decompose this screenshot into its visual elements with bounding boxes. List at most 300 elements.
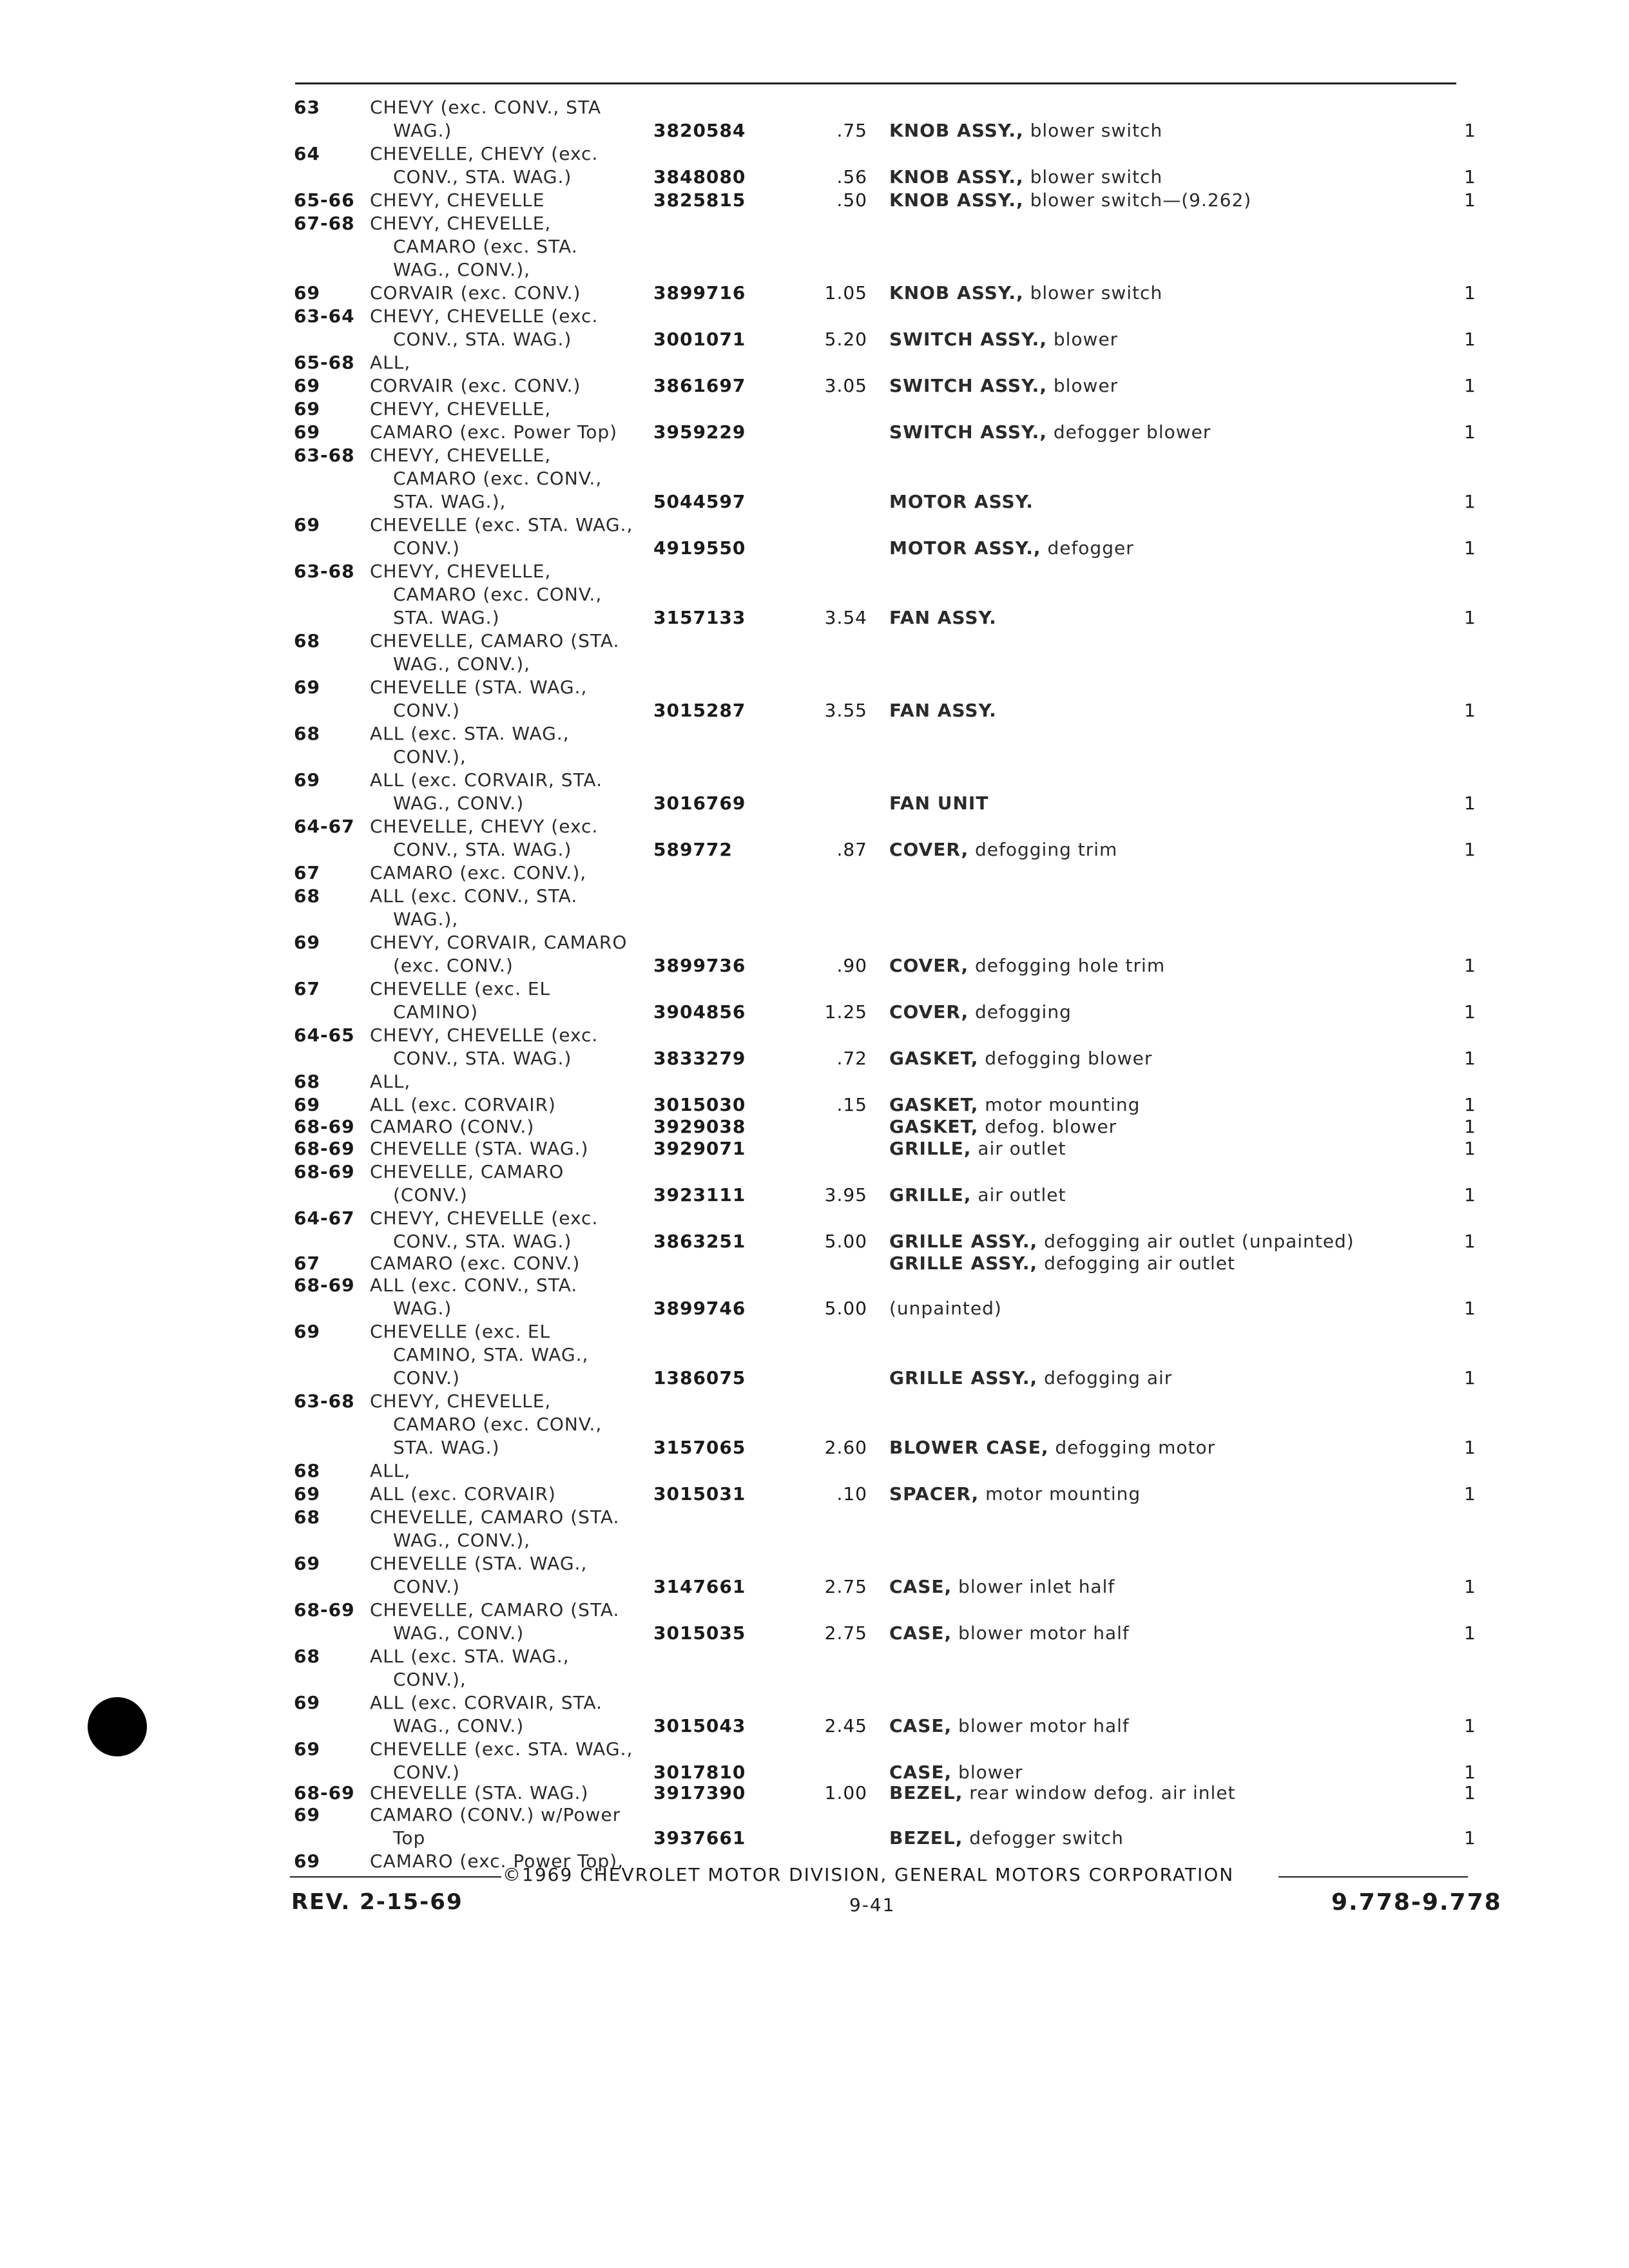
list-price: .75 — [836, 120, 867, 141]
model-year: 68-69 — [294, 1161, 355, 1182]
part-detail: air outlet — [971, 1138, 1066, 1159]
application-text: STA. WAG.) — [393, 1437, 500, 1458]
part-detail: (unpainted) — [889, 1298, 1002, 1319]
model-year: 67 — [294, 978, 320, 999]
part-detail: defogging hole trim — [969, 955, 1166, 976]
part-number: 589772 — [653, 839, 733, 860]
application-text: STA. WAG.), — [393, 491, 506, 512]
part-description — [889, 282, 1162, 304]
application-text: CONV., STA. WAG.) — [393, 839, 572, 860]
part-number: 3825815 — [653, 189, 746, 211]
revision-date: REV. 2-15-69 — [291, 1889, 463, 1915]
part-detail: blower inlet half — [952, 1576, 1115, 1597]
quantity: 1 — [1464, 1367, 1476, 1389]
part-description — [889, 1483, 1141, 1505]
part-number: 3861697 — [653, 375, 746, 396]
part-name: CASE, — [889, 1622, 952, 1644]
part-number: 3017810 — [653, 1762, 746, 1783]
quantity: 1 — [1464, 120, 1476, 141]
application-text: CHEVY, CHEVELLE — [370, 189, 545, 211]
model-year: 69 — [294, 1321, 320, 1342]
application-text: ALL (exc. CONV., STA. — [370, 885, 578, 907]
model-year: 67-68 — [294, 213, 355, 234]
model-year: 68-69 — [294, 1782, 355, 1803]
list-price: 5.00 — [824, 1298, 867, 1319]
part-name: CASE, — [889, 1576, 952, 1597]
part-description — [889, 1715, 1130, 1737]
application-text: CHEVY (exc. CONV., STA — [370, 97, 602, 118]
part-description — [889, 166, 1162, 188]
model-year: 68 — [294, 630, 320, 651]
application-text: CHEVELLE (exc. STA. WAG., — [370, 1738, 633, 1760]
part-number: 3937661 — [653, 1827, 746, 1849]
list-price: 5.20 — [824, 329, 867, 350]
part-description — [889, 793, 988, 814]
part-number: 3015031 — [653, 1483, 746, 1504]
quantity: 1 — [1464, 1298, 1476, 1319]
application-text: CAMARO (exc. CONV.) — [370, 1253, 581, 1274]
part-detail: blower switch—(9.262) — [1023, 189, 1252, 211]
part-detail: blower motor half — [952, 1715, 1130, 1736]
application-text: CONV.) — [393, 1762, 460, 1783]
quantity: 1 — [1464, 955, 1476, 976]
quantity: 1 — [1464, 375, 1476, 396]
application-text: CAMINO, STA. WAG., — [393, 1344, 589, 1365]
part-name: CASE, — [889, 1762, 952, 1783]
part-number: 3820584 — [653, 120, 746, 141]
part-description — [889, 120, 1162, 142]
application-text: ALL, — [370, 1460, 411, 1481]
application-text: CONV.) — [393, 537, 460, 559]
application-text: WAG., CONV.) — [393, 1715, 525, 1736]
model-year: 69 — [294, 769, 320, 791]
list-price: 2.75 — [824, 1622, 867, 1644]
application-text: WAG., CONV.) — [393, 1622, 525, 1644]
footer-rule-left — [290, 1876, 501, 1878]
model-year: 64 — [294, 143, 320, 164]
application-text: CAMARO (exc. CONV.), — [370, 862, 587, 883]
part-description — [889, 1138, 1066, 1160]
part-number: 3015030 — [653, 1094, 746, 1115]
quantity: 1 — [1464, 282, 1476, 303]
part-description — [889, 189, 1251, 211]
model-year: 65-68 — [294, 352, 355, 373]
part-name: MOTOR ASSY. — [889, 491, 1034, 512]
part-detail: defogger switch — [963, 1827, 1124, 1849]
quantity: 1 — [1464, 1437, 1476, 1458]
quantity: 1 — [1464, 1782, 1476, 1803]
binder-hole — [88, 1697, 147, 1756]
section-number: 9.778-9.778 — [1331, 1889, 1502, 1916]
model-year: 63-68 — [294, 1390, 355, 1412]
list-price: .90 — [836, 955, 867, 976]
part-detail: blower — [1046, 375, 1119, 396]
quantity: 1 — [1464, 700, 1476, 721]
part-description — [889, 375, 1118, 397]
model-year: 63-64 — [294, 305, 355, 327]
part-detail: defogger blower — [1046, 421, 1211, 443]
application-text: ALL (exc. CORVAIR, STA. — [370, 1692, 602, 1713]
list-price: 3.54 — [824, 607, 867, 628]
part-detail: blower — [952, 1762, 1023, 1783]
part-description — [889, 421, 1211, 443]
application-text: CHEVELLE, CHEVY (exc. — [370, 143, 599, 164]
application-text: CAMARO (exc. CONV., — [393, 468, 602, 489]
model-year: 69 — [294, 1553, 320, 1574]
list-price: 2.60 — [824, 1437, 867, 1458]
part-detail: blower switch — [1023, 120, 1163, 141]
part-name: GRILLE, — [889, 1138, 972, 1159]
part-detail: defogging air outlet — [1037, 1253, 1236, 1274]
application-text: CAMARO (exc. Power Top), — [370, 1850, 624, 1872]
part-detail: rear window defog. air inlet — [963, 1782, 1236, 1803]
list-price: .10 — [836, 1483, 867, 1504]
model-year: 67 — [294, 1253, 320, 1274]
model-year: 64-67 — [294, 816, 355, 837]
part-name: COVER, — [889, 1001, 969, 1023]
part-detail: defogging air outlet (unpainted) — [1037, 1231, 1354, 1252]
model-year: 64-67 — [294, 1207, 355, 1229]
part-description — [889, 491, 1034, 513]
part-name: SWITCH ASSY., — [889, 421, 1047, 443]
part-detail: defogging motor — [1048, 1437, 1216, 1458]
list-price: 1.25 — [824, 1001, 867, 1023]
quantity: 1 — [1464, 1762, 1476, 1783]
quantity: 1 — [1464, 1048, 1476, 1069]
application-text: ALL (exc. STA. WAG., — [370, 1646, 570, 1667]
part-number: 3147661 — [653, 1576, 746, 1597]
part-name: FAN ASSY. — [889, 700, 997, 721]
quantity: 1 — [1464, 839, 1476, 860]
part-description — [889, 1253, 1235, 1274]
part-number: 1386075 — [653, 1367, 746, 1389]
part-detail: blower switch — [1023, 282, 1163, 303]
part-name: GASKET, — [889, 1048, 979, 1069]
part-number: 3015035 — [653, 1622, 746, 1644]
part-description — [889, 537, 1134, 559]
application-text: CHEVY, CHEVELLE, — [370, 398, 552, 419]
model-year: 68 — [294, 1460, 320, 1481]
application-text: WAG.) — [393, 120, 452, 141]
application-text: CAMINO) — [393, 1001, 479, 1023]
part-description — [889, 1437, 1215, 1459]
part-name: SPACER, — [889, 1483, 979, 1504]
list-price: .56 — [836, 166, 867, 187]
model-year: 68-69 — [294, 1116, 355, 1137]
part-name: FAN ASSY. — [889, 607, 997, 628]
copyright-notice: ©1969 CHEVROLET MOTOR DIVISION, GENERAL MOTORS CORPORATION — [503, 1864, 1235, 1885]
part-number: 3016769 — [653, 793, 746, 814]
application-text: ALL (exc. STA. WAG., — [370, 723, 570, 744]
part-description — [889, 1048, 1152, 1070]
model-year: 64-65 — [294, 1024, 355, 1046]
application-text: CAMARO (CONV.) — [370, 1116, 535, 1137]
part-name: GASKET, — [889, 1116, 979, 1137]
part-description — [889, 1184, 1066, 1206]
model-year: 69 — [294, 1738, 320, 1760]
application-text: WAG., CONV.), — [393, 1530, 531, 1551]
part-description — [889, 329, 1118, 351]
part-detail: blower motor half — [952, 1622, 1130, 1644]
model-year: 68 — [294, 723, 320, 744]
part-detail: motor mounting — [978, 1094, 1141, 1115]
part-detail: blower switch — [1023, 166, 1163, 187]
part-description — [889, 1827, 1124, 1849]
quantity: 1 — [1464, 329, 1476, 350]
footer-rule-right — [1278, 1876, 1468, 1878]
model-year: 69 — [294, 1804, 320, 1825]
part-number: 3833279 — [653, 1048, 746, 1069]
application-text: (CONV.) — [393, 1184, 468, 1206]
part-name: BEZEL, — [889, 1827, 963, 1849]
part-number: 3959229 — [653, 421, 746, 443]
model-year: 63-68 — [294, 561, 355, 582]
application-text: CHEVELLE (exc. EL — [370, 978, 551, 999]
application-text: CONV.) — [393, 700, 460, 721]
list-price: 1.00 — [824, 1782, 867, 1803]
part-name: GRILLE, — [889, 1184, 972, 1206]
model-year: 67 — [294, 862, 320, 883]
application-text: ALL, — [370, 1071, 411, 1092]
model-year: 69 — [294, 421, 320, 443]
part-number: 3899736 — [653, 955, 746, 976]
quantity: 1 — [1464, 1138, 1476, 1159]
part-name: GRILLE ASSY., — [889, 1253, 1038, 1274]
part-number: 3157133 — [653, 607, 746, 628]
part-name: KNOB ASSY., — [889, 120, 1024, 141]
part-description — [889, 700, 997, 722]
part-number: 5044597 — [653, 491, 746, 512]
model-year: 69 — [294, 398, 320, 419]
part-name: FAN UNIT — [889, 793, 989, 814]
application-text: CHEVY, CORVAIR, CAMARO — [370, 932, 628, 953]
application-text: CONV.) — [393, 1576, 460, 1597]
application-text: CHEVELLE (STA. WAG.) — [370, 1782, 589, 1803]
quantity: 1 — [1464, 421, 1476, 443]
application-text: CHEVELLE (STA. WAG., — [370, 1553, 588, 1574]
part-detail: defogging — [969, 1001, 1072, 1023]
application-text: (exc. CONV.) — [393, 955, 514, 976]
application-text: CONV.), — [393, 1669, 467, 1690]
application-text: Top — [393, 1827, 426, 1849]
part-description — [889, 1762, 1023, 1783]
application-text: CAMARO (CONV.) w/Power — [370, 1804, 621, 1825]
part-detail: blower — [1046, 329, 1119, 350]
application-text: ALL (exc. CORVAIR) — [370, 1483, 556, 1504]
part-description — [889, 1001, 1072, 1023]
model-year: 69 — [294, 1483, 320, 1504]
quantity: 1 — [1464, 793, 1476, 814]
application-text: CONV., STA. WAG.) — [393, 166, 572, 187]
application-text: CORVAIR (exc. CONV.) — [370, 282, 581, 303]
application-text: CHEVY, CHEVELLE, — [370, 445, 552, 466]
quantity: 1 — [1464, 189, 1476, 211]
model-year: 68 — [294, 885, 320, 907]
part-description — [889, 1367, 1172, 1389]
quantity: 1 — [1464, 1184, 1476, 1206]
application-text: CONV., STA. WAG.) — [393, 329, 572, 350]
quantity: 1 — [1464, 1231, 1476, 1252]
application-text: CHEVY, CHEVELLE, — [370, 213, 552, 234]
model-year: 69 — [294, 514, 320, 535]
application-text: CAMARO (exc. CONV., — [393, 584, 602, 605]
part-number: 3899716 — [653, 282, 746, 303]
quantity: 1 — [1464, 537, 1476, 559]
model-year: 65-66 — [294, 189, 355, 211]
part-number: 3015043 — [653, 1715, 746, 1736]
part-description — [889, 1622, 1130, 1644]
application-text: WAG.) — [393, 1298, 452, 1319]
application-text: CHEVY, CHEVELLE, — [370, 1390, 552, 1412]
application-text: CHEVELLE (exc. STA. WAG., — [370, 514, 633, 535]
part-description — [889, 607, 997, 629]
part-number: 3904856 — [653, 1001, 746, 1023]
application-text: WAG., CONV.), — [393, 653, 531, 675]
quantity: 1 — [1464, 1715, 1476, 1736]
application-text: CHEVELLE, CAMARO — [370, 1161, 564, 1182]
list-price: 5.00 — [824, 1231, 867, 1252]
part-detail: defogging trim — [969, 839, 1118, 860]
list-price: .87 — [836, 839, 867, 860]
model-year: 68-69 — [294, 1138, 355, 1159]
part-detail: defogging blower — [978, 1048, 1153, 1069]
part-description — [889, 1298, 1002, 1320]
application-text: CONV.) — [393, 1367, 460, 1389]
application-text: CHEVY, CHEVELLE (exc. — [370, 305, 599, 327]
part-detail: defogging air — [1037, 1367, 1173, 1389]
application-text: CHEVY, CHEVELLE (exc. — [370, 1207, 599, 1229]
part-name: KNOB ASSY., — [889, 189, 1024, 211]
model-year: 68 — [294, 1506, 320, 1528]
list-price: .72 — [836, 1048, 867, 1069]
model-year: 63-68 — [294, 445, 355, 466]
part-number: 3899746 — [653, 1298, 746, 1319]
application-text: ALL (exc. CORVAIR) — [370, 1094, 556, 1115]
application-text: CHEVY, CHEVELLE, — [370, 561, 552, 582]
application-text: CAMARO (exc. Power Top) — [370, 421, 618, 443]
part-number: 4919550 — [653, 537, 746, 559]
part-description — [889, 1231, 1354, 1253]
part-name: KNOB ASSY., — [889, 282, 1024, 303]
part-name: GASKET, — [889, 1094, 979, 1115]
list-price: 1.05 — [824, 282, 867, 303]
application-text: WAG., CONV.), — [393, 259, 531, 280]
part-name: GRILLE ASSY., — [889, 1231, 1038, 1252]
part-number: 3157065 — [653, 1437, 746, 1458]
application-text: CAMARO (exc. STA. — [393, 236, 578, 257]
model-year: 69 — [294, 1850, 320, 1872]
application-text: CHEVELLE (exc. EL — [370, 1321, 551, 1342]
list-price: 2.45 — [824, 1715, 867, 1736]
application-text: CONV., STA. WAG.) — [393, 1231, 572, 1252]
part-description — [889, 1094, 1140, 1116]
application-text: WAG., CONV.) — [393, 793, 525, 814]
part-description — [889, 1782, 1236, 1804]
part-detail: motor mounting — [979, 1483, 1141, 1504]
application-text: CONV.), — [393, 746, 467, 767]
model-year: 69 — [294, 677, 320, 698]
list-price: 3.05 — [824, 375, 867, 396]
quantity: 1 — [1464, 1827, 1476, 1849]
quantity: 1 — [1464, 1622, 1476, 1644]
application-text: CHEVELLE, CAMARO (STA. — [370, 630, 620, 651]
application-text: CHEVELLE (STA. WAG.) — [370, 1138, 589, 1159]
application-text: ALL (exc. CORVAIR, STA. — [370, 769, 602, 791]
part-name: KNOB ASSY., — [889, 166, 1024, 187]
top-rule — [295, 82, 1456, 84]
model-year: 68 — [294, 1646, 320, 1667]
quantity: 1 — [1464, 1116, 1476, 1137]
part-name: BEZEL, — [889, 1782, 963, 1803]
part-name: MOTOR ASSY., — [889, 537, 1041, 559]
list-price: 3.55 — [824, 700, 867, 721]
model-year: 69 — [294, 1094, 320, 1115]
part-name: SWITCH ASSY., — [889, 329, 1047, 350]
part-detail: defog. blower — [978, 1116, 1117, 1137]
part-number: 3863251 — [653, 1231, 746, 1252]
application-text: ALL (exc. CONV., STA. — [370, 1274, 578, 1296]
part-name: COVER, — [889, 839, 969, 860]
quantity: 1 — [1464, 166, 1476, 187]
list-price: .15 — [836, 1094, 867, 1115]
list-price: .50 — [836, 189, 867, 211]
part-name: COVER, — [889, 955, 969, 976]
part-number: 3929038 — [653, 1116, 746, 1137]
part-description — [889, 955, 1165, 977]
quantity: 1 — [1464, 607, 1476, 628]
part-detail: air outlet — [971, 1184, 1066, 1206]
application-text: ALL, — [370, 352, 411, 373]
application-text: STA. WAG.) — [393, 607, 500, 628]
quantity: 1 — [1464, 491, 1476, 512]
page-number: 9-41 — [849, 1894, 896, 1916]
part-description — [889, 1576, 1115, 1598]
model-year: 69 — [294, 1692, 320, 1713]
list-price: 2.75 — [824, 1576, 867, 1597]
model-year: 69 — [294, 375, 320, 396]
part-name: GRILLE ASSY., — [889, 1367, 1038, 1389]
model-year: 63 — [294, 97, 320, 118]
model-year: 69 — [294, 932, 320, 953]
application-text: CHEVELLE, CHEVY (exc. — [370, 816, 599, 837]
application-text: CHEVELLE, CAMARO (STA. — [370, 1506, 620, 1528]
part-description — [889, 1116, 1117, 1138]
part-number: 3929071 — [653, 1138, 746, 1159]
quantity: 1 — [1464, 1001, 1476, 1023]
model-year: 69 — [294, 282, 320, 303]
model-year: 68-69 — [294, 1274, 355, 1296]
application-text: CORVAIR (exc. CONV.) — [370, 375, 581, 396]
quantity: 1 — [1464, 1576, 1476, 1597]
quantity: 1 — [1464, 1483, 1476, 1504]
part-number: 3001071 — [653, 329, 746, 350]
quantity: 1 — [1464, 1094, 1476, 1115]
part-detail: defogger — [1041, 537, 1134, 559]
part-description — [889, 839, 1117, 861]
application-text: CONV., STA. WAG.) — [393, 1048, 572, 1069]
part-number: 3848080 — [653, 166, 746, 187]
part-number: 3015287 — [653, 700, 746, 721]
part-name: BLOWER CASE, — [889, 1437, 1049, 1458]
part-number: 3923111 — [653, 1184, 746, 1206]
application-text: WAG.), — [393, 908, 459, 930]
list-price: 3.95 — [824, 1184, 867, 1206]
part-number: 3917390 — [653, 1782, 746, 1803]
application-text: CHEVELLE, CAMARO (STA. — [370, 1599, 620, 1620]
part-name: SWITCH ASSY., — [889, 375, 1047, 396]
application-text: CHEVELLE (STA. WAG., — [370, 677, 588, 698]
application-text: CHEVY, CHEVELLE (exc. — [370, 1024, 599, 1046]
